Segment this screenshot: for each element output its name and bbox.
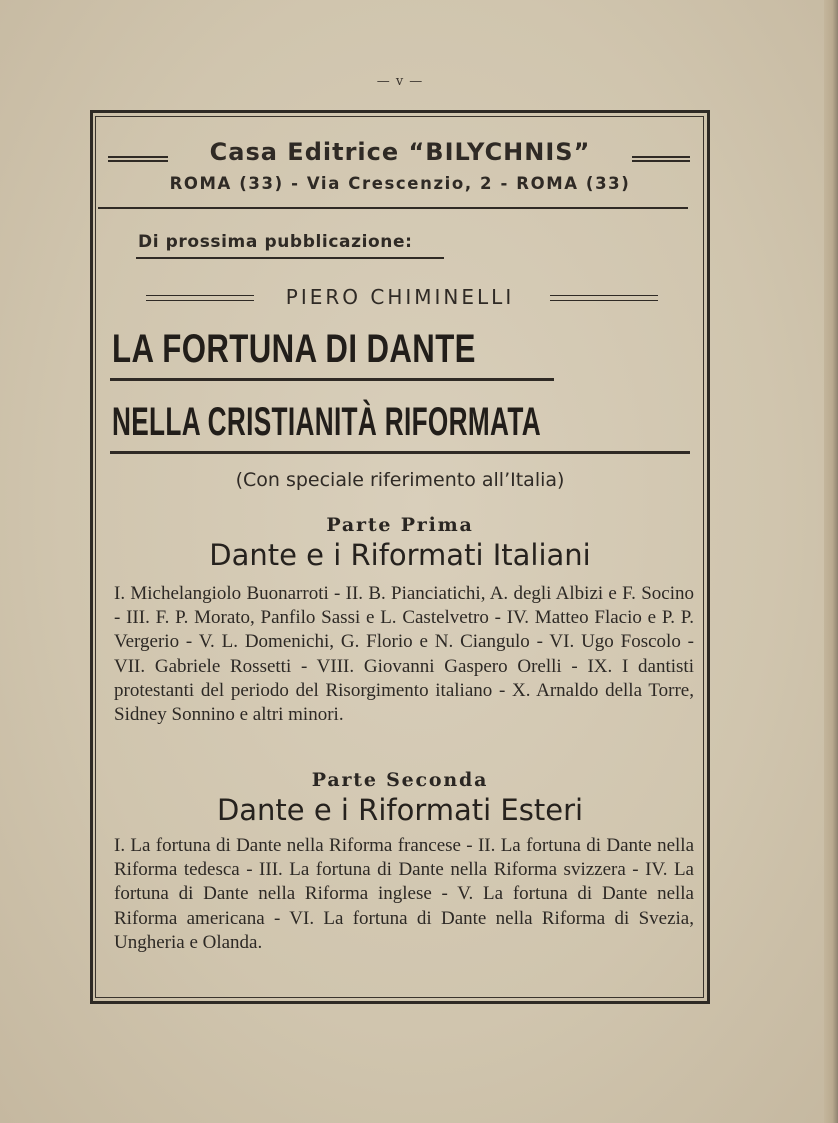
part-two-title: Dante e i Riformati Esteri: [216, 793, 584, 827]
part-one-contents: I. Michelangiolo Buonarroti - II. B. Pianciatichi, A. degli Albizi e F. Socino - III. F. P. Morato, Panfilo Sassi e L. Castelvetro - IV. Matteo Flacio e P. P. Vergerio - V. L. Domenichi, G. Florio e N. Ciangulo - VI. Ugo Foscolo - VII. Gabriele Rossetti - VIII. Giovanni Gaspero Orelli - IX. I dantisti protestanti del periodo del Risorgimento italiano - X. Arnaldo della Torre, Sidney Sonnino e altri minori.: [114, 583, 694, 726]
book-subtitle: (Con speciale riferimento all’Italia): [235, 469, 565, 491]
publisher-name: Casa Editrice “BILYCHNIS”: [209, 138, 591, 166]
part-two-label: Parte Seconda: [311, 769, 489, 791]
forthcoming-underline: [136, 257, 444, 259]
address-divider: [98, 207, 688, 209]
author-name: PIERO CHIMINELLI: [285, 285, 515, 309]
book-title-line-2: NELLA CRISTIANITÀ RIFORMATA: [112, 400, 541, 444]
title-underline-1: [110, 378, 554, 381]
forthcoming-label: Di prossima pubblicazione:: [138, 232, 413, 252]
book-title-line-1: LA FORTUNA DI DANTE: [112, 327, 476, 371]
part-one-title: Dante e i Riformati Italiani: [209, 538, 591, 572]
page-edge-right: [824, 0, 838, 1123]
part-two-contents: I. La fortuna di Dante nella Riforma francese - II. La fortuna di Dante nella Riforma tedesca - III. La fortuna di Dante nella Riforma svizzera - IV. La fortuna di Dante nella Riforma inglese - V. La fortuna di Dante nella Riforma americana - VI. La fortuna di Dante nella Riforma di Svezia, Ungheria e Olanda.: [114, 835, 694, 953]
part-one-label: Parte Prima: [326, 514, 474, 536]
publisher-address: ROMA (33) - Via Crescenzio, 2 - ROMA (33): [169, 174, 631, 193]
page-number: — v —: [376, 74, 424, 89]
title-underline-2: [110, 451, 690, 454]
